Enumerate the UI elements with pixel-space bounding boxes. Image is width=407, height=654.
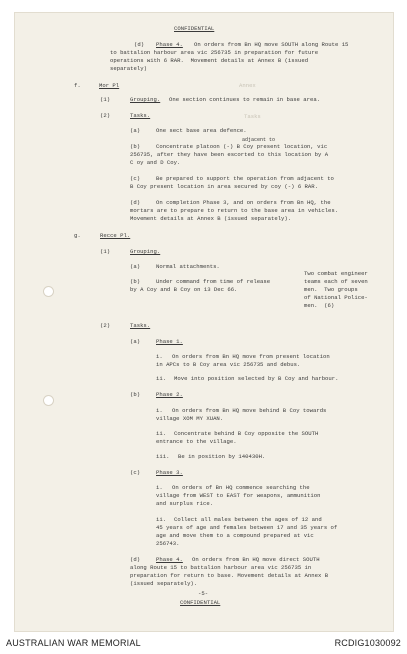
para-text: 256735, after they have been escorted to this location by A (130, 151, 329, 158)
side-note: men. (6) (304, 302, 335, 309)
para-number: (a) (130, 263, 141, 270)
para-number: (b) (130, 278, 141, 285)
para-number: i. (156, 407, 163, 414)
para-number: (1) (100, 96, 111, 103)
para-title: Grouping. (130, 96, 161, 103)
para-text: On orders from Bn HQ move from present location (172, 353, 330, 360)
para-number: ii. (156, 516, 167, 523)
para-text: On completion Phase 3, and on orders from Bn HQ, the (156, 199, 331, 206)
para-text: Under command from time of release (156, 278, 271, 285)
header-classification: CONFIDENTIAL (174, 25, 215, 32)
para-text: B Coy present location in area secured by coy (-) 6 RAR. (130, 183, 318, 190)
para-number: (a) (130, 338, 141, 345)
para-text: village XOM MY XUAN. (156, 415, 224, 422)
handwritten-insert: adjacent to (242, 137, 276, 143)
para-text: village from WEST to EAST for weapons, ammunition (156, 492, 321, 499)
para-text: along Route 15 to battalion harbour area vic 256735 in (130, 564, 312, 571)
para-text: Collect all males between the ages of 12 and (174, 516, 322, 523)
para-text: preparation for return to base. Movement details at Annex B (130, 572, 329, 579)
section-letter: g. (74, 232, 81, 239)
archive-reference: RCDIG1030092 (334, 638, 401, 648)
para-number: (d) (130, 199, 141, 206)
para-text: Normal attachments. (156, 263, 220, 270)
para-number: iii. (156, 453, 170, 460)
para-text: 256743. (156, 540, 180, 547)
para-number: (2) (100, 112, 111, 119)
para-title: Grouping. (130, 248, 161, 255)
page-number: -5- (198, 590, 209, 597)
para-number: ii. (156, 375, 167, 382)
para-text: operations with 6 RAR. Movement details at Annex B (issued (110, 57, 309, 64)
bleed-through-text: Tasks (244, 113, 261, 120)
punch-hole (44, 287, 53, 296)
para-number: (a) (130, 127, 141, 134)
para-text: On orders from Bn HQ move SOUTH along Route 15 (194, 41, 349, 48)
para-number: (c) (130, 175, 141, 182)
para-number: ii. (156, 430, 167, 437)
para-text: C oy and D Coy. (130, 159, 181, 166)
para-text: On orders from Bn HQ move behind B Coy towards (172, 407, 327, 414)
side-note: men. Two groups (304, 286, 358, 293)
phase-title: Phase 2. (156, 391, 183, 398)
para-text: and surplus rice. (156, 500, 214, 507)
para-text: (issued separately). (130, 580, 198, 587)
para-number: (b) (130, 391, 141, 398)
para-number: i. (156, 484, 163, 491)
para-title: Phase 4. (156, 41, 183, 48)
para-number: (d) (130, 556, 141, 563)
section-title: Recce Pl. (100, 232, 131, 239)
para-text: Be prepared to support the operation from adjacent to (156, 175, 334, 182)
bleed-through-text: Annex (239, 82, 256, 89)
para-text: On orders from Bn HQ move direct SOUTH (192, 556, 320, 563)
para-number: (c) (130, 469, 141, 476)
phase-title: Phase 3. (156, 469, 183, 476)
para-text: to battalion harbour area vic 256735 in preparation for future (110, 49, 319, 56)
para-text: Concentrate behind B Coy opposite the SOUTH (174, 430, 319, 437)
para-number: (d) (134, 41, 145, 48)
footer-classification: CONFIDENTIAL (180, 599, 221, 606)
side-note: Two combat engineer (304, 270, 368, 277)
para-number: i. (156, 353, 163, 360)
para-number: (1) (100, 248, 111, 255)
punch-hole (44, 396, 53, 405)
phase-title: Phase 1. (156, 338, 183, 345)
para-title: Tasks. (130, 322, 151, 329)
para-text: 45 years of age and females between 17 and 35 years of (156, 524, 338, 531)
side-note: teams each of seven (304, 278, 368, 285)
section-letter: f. (74, 82, 81, 89)
archive-caption: AUSTRALIAN WAR MEMORIAL (6, 638, 141, 648)
para-text: entrance to the village. (156, 438, 237, 445)
para-title: Tasks. (130, 112, 151, 119)
para-text: by A Coy and B Coy on 13 Dec 66. (130, 286, 238, 293)
para-number: (b) (130, 143, 141, 150)
side-note: of National Police- (304, 294, 368, 301)
para-text: One sect base area defence. (156, 127, 247, 134)
para-number: (2) (100, 322, 111, 329)
para-text: in APCs to B Coy area vic 256735 and debus. (156, 361, 301, 368)
para-text: mortars are to prepare to return to the base area in vehicles. (130, 207, 339, 214)
para-text: separately) (110, 65, 147, 72)
para-text: age and move them to a compound prepared at vic (156, 532, 314, 539)
para-text: Be in position by 140430H. (178, 453, 266, 460)
section-title: Mor Pl (99, 82, 120, 89)
para-text: On orders of Bn HQ commence searching the (172, 484, 310, 491)
para-text: One section continues to remain in base area. (169, 96, 321, 103)
para-text: Movement details at Annex B (issued separately). (130, 215, 292, 222)
phase-title: Phase 4. (156, 556, 183, 563)
para-text: Move into position selected by B Coy and harbour. (174, 375, 339, 382)
para-text: Concentrate platoon (-) B Coy present location, vic (156, 143, 328, 150)
document-page (14, 12, 394, 632)
